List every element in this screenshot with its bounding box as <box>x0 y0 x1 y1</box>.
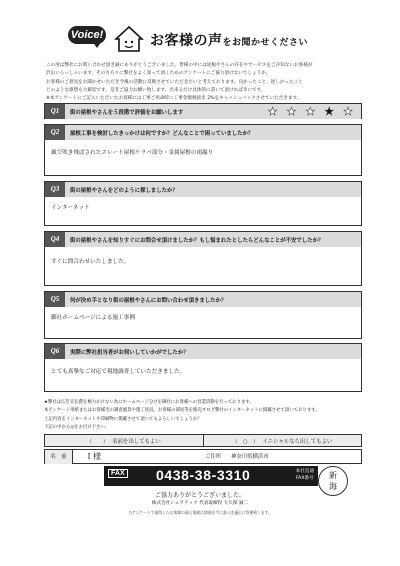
star-icon[interactable]: ★ <box>286 105 297 118</box>
question-label: Q3 <box>45 182 65 197</box>
note-line: 上記内容をインターネットや印刷物に掲載させて頂いてもよろしいでしょうか？ <box>44 416 202 422</box>
intro-text <box>46 62 358 103</box>
question-header <box>45 232 361 247</box>
question-1 <box>44 103 362 119</box>
stamp-line: 新 <box>329 471 337 480</box>
permission-option-name[interactable] <box>44 434 204 447</box>
option-label: イニシャルなら出してもよい <box>262 438 333 445</box>
name-label: 名 前 <box>45 450 73 464</box>
option-mark: （ ○ ） <box>232 438 259 445</box>
fax-banner <box>104 466 318 486</box>
question-text: 街の屋根やさんをどのように探しましたか？ <box>70 187 178 194</box>
address-label: ご住所 <box>205 454 222 460</box>
intro-line: お客様のご意見をお聞かせいただき今後の活動に反映させていただきたいと考えております。良かったこと、逆しかったこと <box>46 79 303 85</box>
question-5 <box>44 291 362 339</box>
star-icon[interactable]: ★ <box>324 105 335 118</box>
fax-number: 0438-38-3310 <box>156 467 251 483</box>
question-header <box>45 292 361 307</box>
question-4 <box>44 231 362 286</box>
question-text: 何が決め手となり街の屋根やさんにお問い合わせ頂きましたか？ <box>70 297 227 304</box>
voice-badge: Voice! <box>68 26 106 44</box>
question-label: Q1 <box>45 104 65 119</box>
question-label: Q2 <box>45 125 65 140</box>
publication-note <box>44 399 362 432</box>
fax-label: FAX <box>108 469 128 478</box>
note-line: 本アンケート用紙またはお客様宅の調査風景や施工状況、お客様の部屋等を販売ブログ弊社のインターネットに掲載させて頂いております。 <box>44 408 320 414</box>
header <box>54 20 354 62</box>
permission-option-initial[interactable] <box>204 434 363 447</box>
note-line: ★弊社は広告宣伝費を極力かけない為にホームページ分けを御社にお客様への営業活動を行っております。 <box>44 400 254 405</box>
title-small: をお聞かせください <box>222 38 309 48</box>
intro-line: この度は弊社にお問い合わせ頂き誠にありがとうございました。皆様の中には屋根やさんの存在やサービスをご存知ないお客様が <box>46 63 313 68</box>
question-header <box>45 182 361 197</box>
star-icon[interactable]: ★ <box>305 105 316 118</box>
stamp-line: 海 <box>329 482 337 491</box>
house-icon <box>114 24 144 54</box>
name-address-row <box>44 449 362 464</box>
intro-line: どのような感想も大歓迎です。是非ご協力お願い致します。出来るだけ具体的に書いて頂ければ幸いです。 <box>46 87 266 93</box>
question-header <box>45 344 361 359</box>
question-header <box>45 125 361 140</box>
thanks-text: ご協力ありがとうございました。 <box>154 492 245 499</box>
answer-text[interactable]: 御社ホームページによる施工事例 <box>51 315 135 321</box>
answer-text[interactable]: インターネット <box>51 205 90 211</box>
privacy-footnote: 当アンケートで取得したお客様の個人情報は関係法令に基づき適正に管理致します。 <box>128 510 272 515</box>
question-text: 街の屋根やさんを知りすぐにお問合せ頂けましたか？もし悩まれたとしたらどんなことが不安でしたか？ <box>70 237 324 244</box>
fax-side-line: FAX番号 <box>295 476 314 481</box>
star-icon[interactable]: ★ <box>343 105 353 118</box>
address-field[interactable]: 神奈川県横浜市 <box>231 454 269 460</box>
question-label: Q5 <box>45 292 65 307</box>
page-title <box>150 30 308 50</box>
option-label: 名前を出してもよい <box>112 438 161 445</box>
question-2 <box>44 124 362 176</box>
rating-stars[interactable] <box>268 104 353 119</box>
name-field[interactable]: Ｉ様 <box>85 452 101 461</box>
question-text: 屋根工事を検討したきっかけは何ですか？どんなことで困っていましたか？ <box>70 130 254 137</box>
permission-options <box>44 434 362 447</box>
question-label: Q4 <box>45 232 65 247</box>
question-text: 街の屋根やさんを５段階で評価をお願いします <box>70 109 184 116</box>
company-info: 株式会社シェアテック 代表取締役 大久保 誠二 <box>151 501 249 506</box>
answer-text[interactable]: 風で吹き飛ばされたスレート屋根ケラバ部分・金属屋根の雨漏り <box>51 150 214 156</box>
intro-line: ※本アンケートにご記入いただいたお客様には工事ご用命時に工事金額税抜き 2%をキャッシュバックさせていただきます。 <box>46 96 302 102</box>
star-icon[interactable]: ★ <box>267 105 278 118</box>
fax-side-line: 本社直通 <box>295 469 314 474</box>
option-mark: （ ） <box>86 438 109 445</box>
question-3 <box>44 181 362 226</box>
note-line: 下記の中から◎をお付け下さい。 <box>44 424 110 430</box>
question-header <box>45 104 361 119</box>
answer-text[interactable]: すぐに問合わせいたしました。 <box>51 259 130 265</box>
question-label: Q6 <box>45 344 65 359</box>
question-6 <box>44 343 362 392</box>
fax-side-note <box>296 468 314 482</box>
title-main: お客様の声 <box>150 33 223 49</box>
intro-line: 沢山いらっしゃいます。その方方々に弊社をよく知って頂くためのアンケートにご協力頂けないでしょうか。 <box>46 71 271 77</box>
answer-text[interactable]: とても真摯なご対応で現地調査していただきました。 <box>51 369 186 375</box>
question-text: 実際に弊社担当者がお伺いしていかがでしたか？ <box>70 349 189 356</box>
